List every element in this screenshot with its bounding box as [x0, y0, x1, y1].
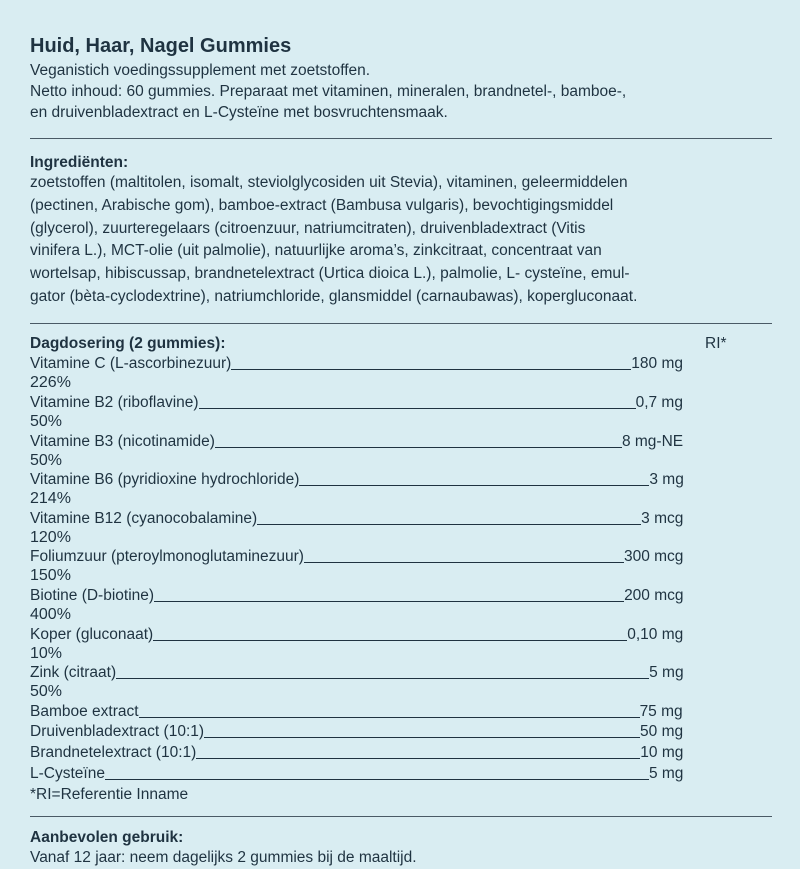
- dosage-row-content: [30, 722, 772, 743]
- nutrient-name: Foliumzuur (pteroylmonoglutaminezuur): [30, 548, 304, 566]
- nutrient-amount: 180 mg: [631, 355, 683, 373]
- dosage-row: [30, 585, 772, 624]
- intro-line: Netto inhoud: 60 gummies. Preparaat met vitaminen, mineralen, brandnetel-, bamboe-,: [30, 83, 627, 100]
- dosage-row: [30, 392, 772, 431]
- dosage-row-content: [30, 763, 772, 784]
- nutrient-name: Druivenbladextract (10:1): [30, 723, 205, 741]
- ri-value: 50%: [30, 683, 63, 701]
- nutrient-amount: 5 mg: [648, 764, 684, 782]
- nutrient-name: Vitamine B3 (nicotinamide): [30, 432, 215, 450]
- dosage-row-content: [30, 354, 772, 375]
- leader-line: [139, 717, 640, 718]
- nutrient-name: L-Cysteïne: [30, 764, 105, 782]
- intro-line: en druivenbladextract en L-Cysteïne met bosvruchtensmaak.: [30, 104, 448, 121]
- leader-line: [215, 447, 622, 448]
- divider: [30, 816, 772, 817]
- leader-line: [204, 737, 640, 738]
- dosage-row-content: [30, 470, 772, 491]
- dosage-row-content: [30, 663, 772, 684]
- dosage-row: [30, 354, 772, 393]
- nutrient-name: Vitamine B2 (riboflavine): [30, 393, 199, 411]
- ri-value: 226%: [30, 374, 71, 392]
- ingredients-section: [30, 154, 772, 309]
- nutrient-name: Vitamine B12 (cyanocobalamine): [30, 509, 258, 527]
- ri-value: 214%: [30, 490, 71, 508]
- dosage-row-content: [30, 585, 772, 606]
- divider: [30, 138, 772, 139]
- ingredients-heading: Ingrediënten:: [30, 154, 129, 171]
- dosage-heading: Dagdosering (2 gummies):: [30, 334, 226, 352]
- nutrient-amount: 3 mcg: [641, 509, 684, 527]
- nutrient-amount: 0,10 mg: [627, 625, 684, 643]
- dosage-row-content: [30, 431, 772, 452]
- leader-line: [196, 758, 640, 759]
- divider: [30, 323, 772, 324]
- dosage-row-content: [30, 392, 772, 413]
- dosage-header: [30, 334, 772, 354]
- leader-line: [153, 640, 627, 641]
- usage-heading: Aanbevolen gebruik:: [30, 828, 184, 846]
- dosage-row-content: [30, 742, 772, 763]
- ingredients-line: (pectinen, Arabische gom), bamboe-extract (Bambusa vulgaris), bevochtigingsmiddel: [30, 196, 614, 214]
- dosage-row: [30, 663, 772, 702]
- leader-line: [199, 408, 636, 409]
- leader-line: [304, 562, 624, 563]
- nutrient-amount: 10 mg: [640, 743, 684, 761]
- leader-line: [257, 524, 641, 525]
- dosage-row: [30, 742, 772, 763]
- dosage-row-content: [30, 701, 772, 722]
- leader-line: [154, 601, 624, 602]
- ri-value: 50%: [30, 451, 63, 469]
- dosage-row-content: [30, 508, 772, 529]
- ri-value: 150%: [30, 567, 71, 585]
- nutrient-amount: 75 mg: [639, 702, 683, 720]
- supplement-label: [30, 34, 772, 869]
- nutrient-name: Bamboe extract: [30, 702, 139, 720]
- nutrient-name: Brandnetelextract (10:1): [30, 743, 197, 761]
- dosage-table: [30, 354, 772, 784]
- nutrient-name: Vitamine C (L-ascorbinezuur): [30, 355, 232, 373]
- nutrient-name: Biotine (D-biotine): [30, 586, 155, 604]
- dosage-row: [30, 701, 772, 722]
- nutrient-amount: 5 mg: [649, 664, 684, 682]
- dosage-row: [30, 624, 772, 663]
- dosage-row: [30, 722, 772, 743]
- leader-line: [116, 678, 649, 679]
- nutrient-name: Vitamine B6 (pyridioxine hydrochloride): [30, 471, 300, 489]
- intro-line: Veganistich voedingssupplement met zoetstoffen.: [30, 62, 371, 79]
- dosage-row: [30, 547, 772, 586]
- ri-value: 10%: [30, 644, 63, 662]
- nutrient-amount: 8 mg-NE: [621, 432, 684, 450]
- nutrient-name: Zink (citraat): [30, 664, 117, 682]
- nutrient-amount: 300 mcg: [623, 548, 684, 566]
- nutrient-amount: 0,7 mg: [635, 393, 683, 411]
- product-title: Huid, Haar, Nagel Gummies: [30, 35, 292, 57]
- nutrient-amount: 200 mcg: [624, 586, 684, 604]
- ingredients-line: zoetstoffen (maltitolen, isomalt, steviolglycosiden uit Stevia), vitaminen, geleermiddelen: [30, 174, 628, 191]
- ri-heading: RI*: [705, 334, 727, 352]
- ri-value: 120%: [30, 528, 71, 546]
- ri-note: *RI=Referentie Inname: [30, 785, 189, 803]
- nutrient-name: Koper (gluconaat): [30, 625, 154, 643]
- leader-line: [299, 485, 649, 486]
- ingredients-line: gator (bèta-cyclodextrine), natriumchloride, glansmiddel (carnaubawas), kopergluconaat.: [30, 287, 638, 305]
- ingredients-line: wortelsap, hibiscussap, brandnetelextract (Urtica dioica L.), palmolie, L- cysteïne, emul-: [30, 265, 630, 283]
- dosage-row: [30, 431, 772, 470]
- ri-value: 400%: [30, 605, 71, 623]
- leader-line: [231, 369, 631, 370]
- dosage-row: [30, 508, 772, 547]
- nutrient-amount: 50 mg: [640, 723, 684, 741]
- dosage-section: [30, 334, 772, 806]
- dosage-row-content: [30, 547, 772, 568]
- usage-section: [30, 829, 772, 869]
- leader-line: [105, 779, 649, 780]
- dosage-row: [30, 470, 772, 509]
- ri-value: 50%: [30, 412, 63, 430]
- usage-text: Vanaf 12 jaar: neem dagelijks 2 gummies bij de maaltijd.: [30, 848, 417, 866]
- intro-block: [30, 60, 772, 123]
- dosage-row-content: [30, 624, 772, 645]
- nutrient-amount: 3 mg: [649, 471, 684, 489]
- dosage-row: [30, 763, 772, 784]
- ingredients-line: (glycerol), zuurteregelaars (citroenzuur, natriumcitraten), druivenbladextract (Vitis: [30, 219, 586, 237]
- ingredients-line: vinifera L.), MCT-olie (uit palmolie), natuurlijke aroma’s, zinkcitraat, concentraat van: [30, 242, 602, 260]
